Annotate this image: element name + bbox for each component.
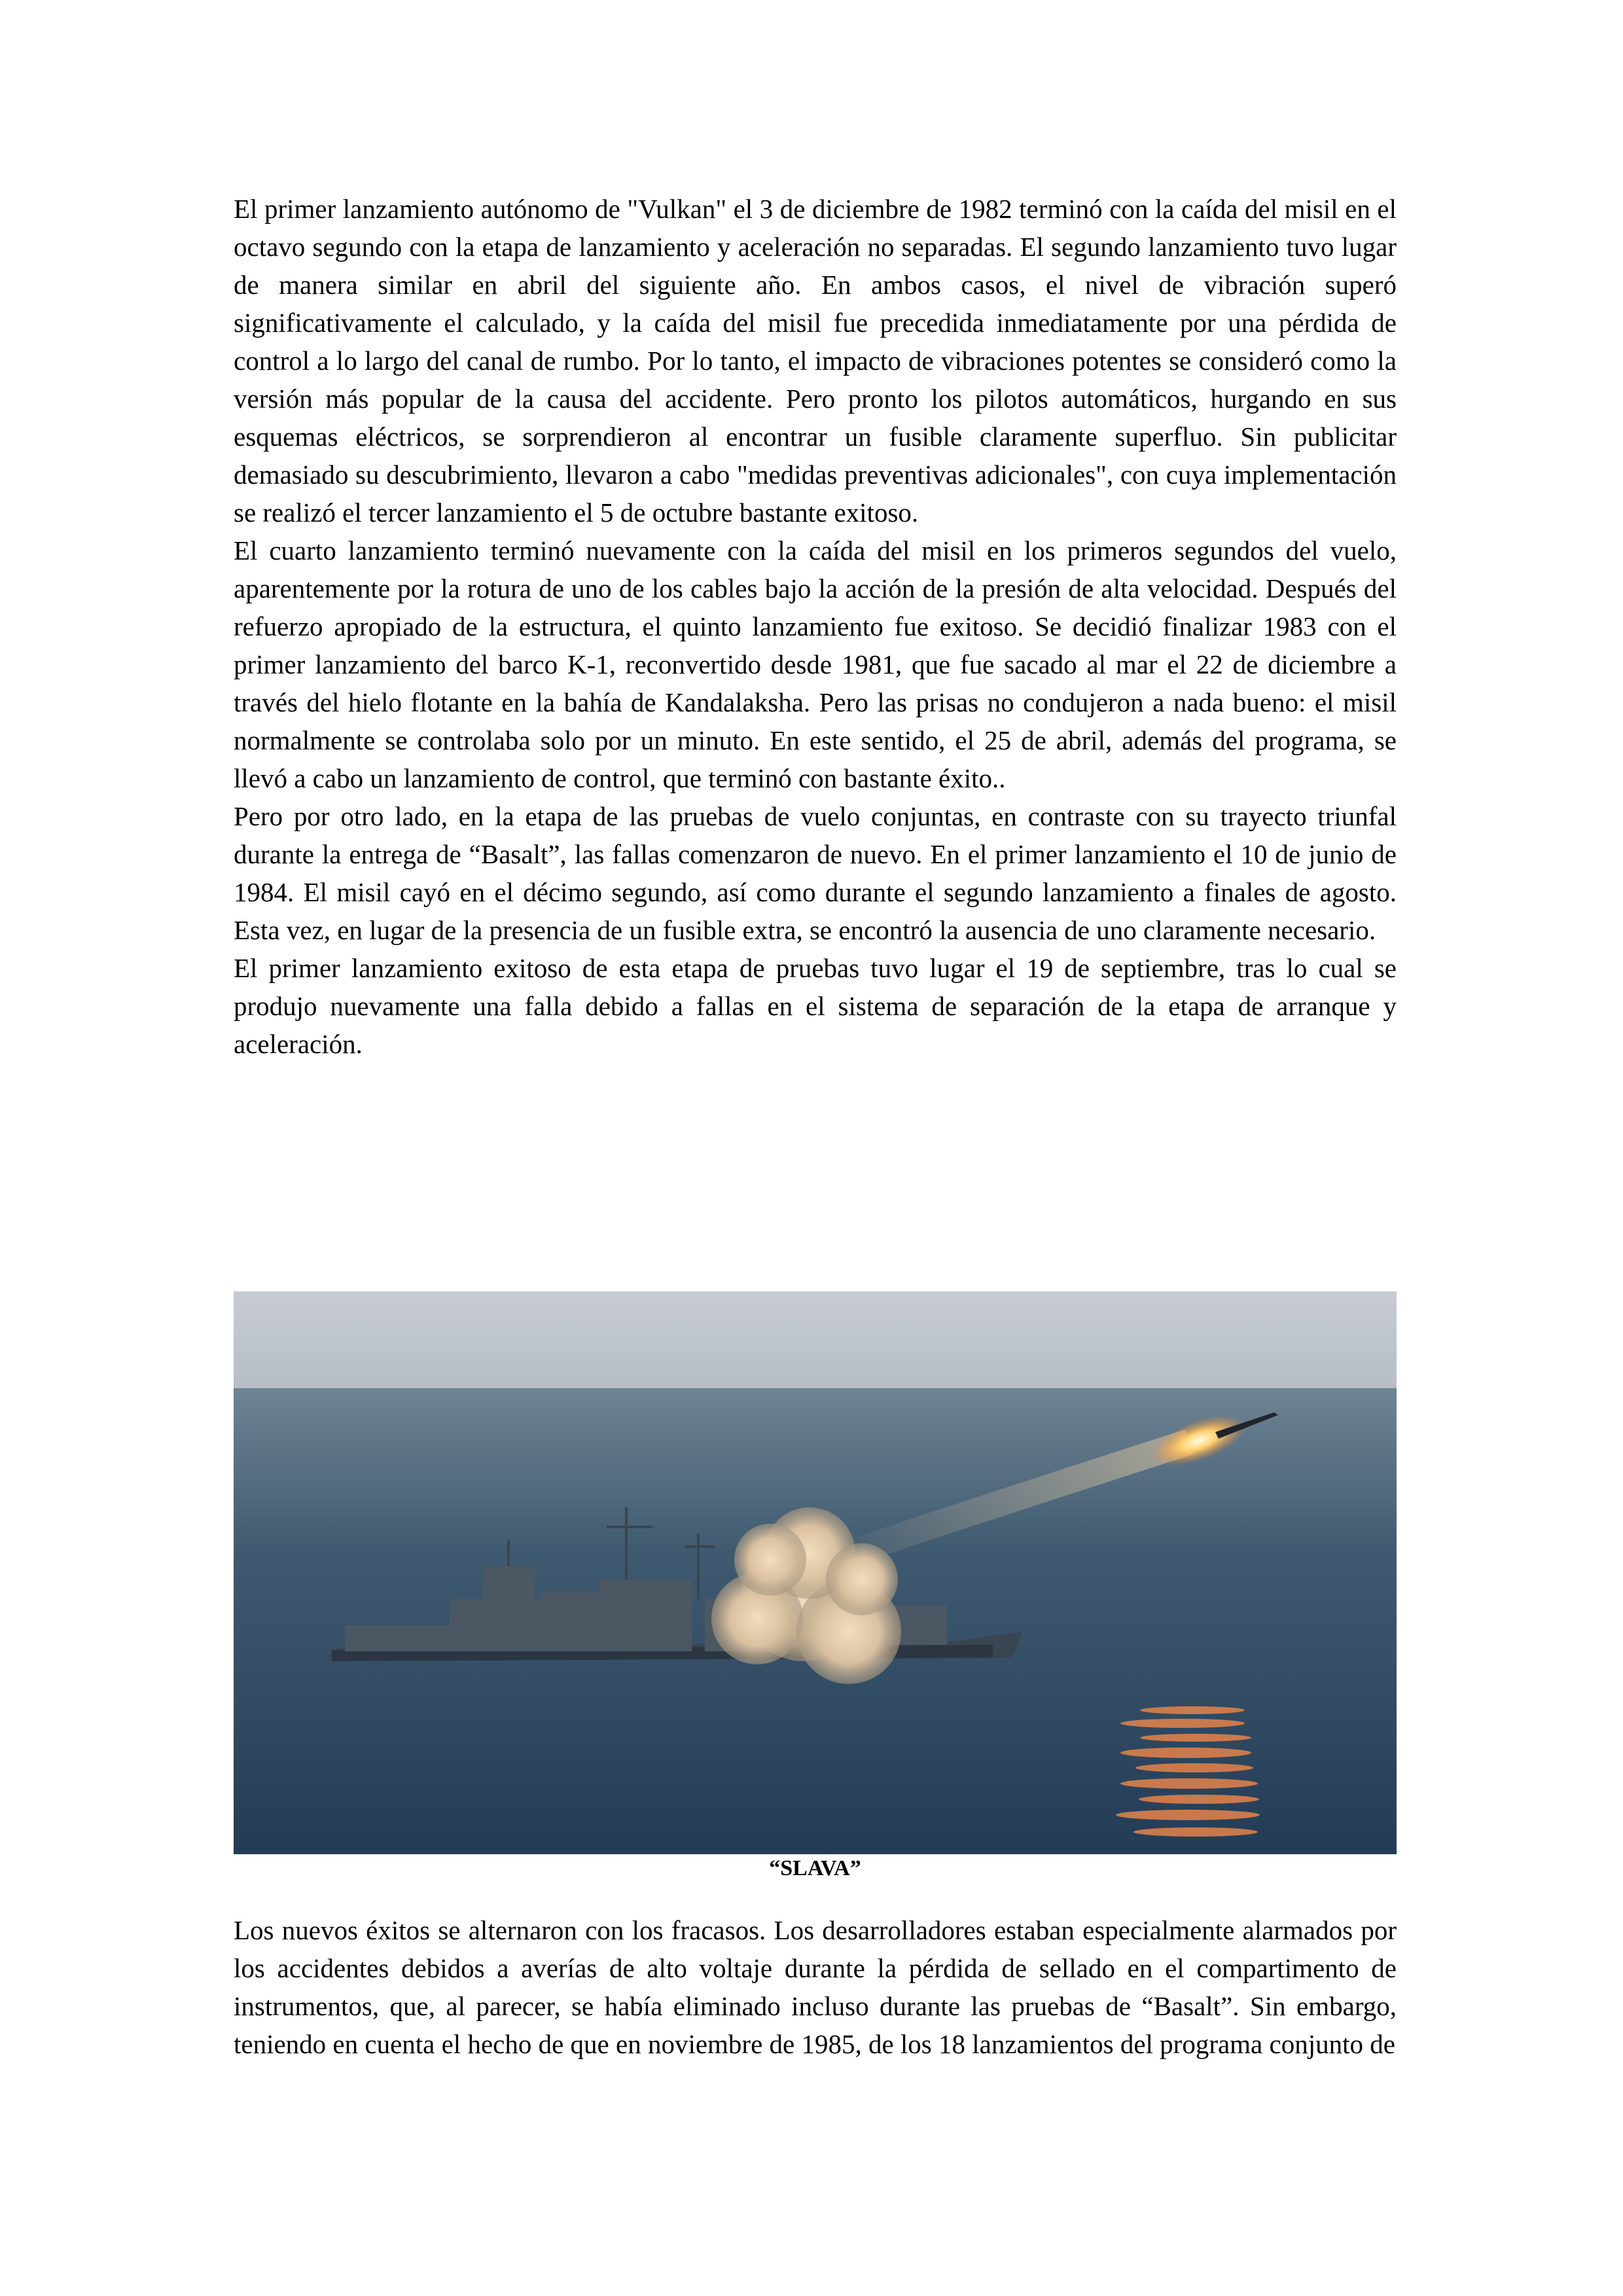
body-text-bottom [234, 1911, 1397, 2063]
paragraph: Los nuevos éxitos se alternaron con los fracasos. Los desarrolladores estaban especialmente alarmados por los accidentes debidos a averías de alto voltaje durante la pérdida de sellado en el compartimento de instrumentos, que, al parecer, se había eliminado incluso durante las pruebas de “Basalt”. Sin embargo, teniendo en cuenta el hecho de que en noviembre de 1985, de los 18 lanzamientos del programa conjunto de [234, 1915, 1397, 2059]
paragraph: El cuarto lanzamiento terminó nuevamente con la caída del misil en los primeros segundos del vuelo, aparentemente por la rotura de uno de los cables bajo la acción de la presión de alta velocidad. Después del refuerzo apropiado de la estructura, el quinto lanzamiento fue exitoso. Se decidió finalizar 1983 con el primer lanzamiento del barco K-1, reconvertido desde 1981, que fue sacado al mar el 22 de diciembre a través del hielo flotante en la bahía de Kandalaksha. Pero las prisas no condujeron a nada bueno: el misil normalmente se controlaba solo por un minuto. En este sentido, el 25 de abril, además del programa, se llevó a cabo un lanzamiento de control, que terminó con bastante éxito.. [234, 535, 1397, 793]
figure-caption: “SLAVA” [769, 1856, 861, 1880]
paragraph: Pero por otro lado, en la etapa de las pruebas de vuelo conjuntas, en contraste con su trayecto triunfal durante la entrega de “Basalt”, las fallas comenzaron de nuevo. En el primer lanzamiento el 10 de junio de 1984. El misil cayó en el décimo segundo, así como durante el segundo lanzamiento a finales de agosto. Esta vez, en lugar de la presencia de un fusible extra, se encontró la ausencia de uno claramente necesario. [234, 801, 1397, 945]
paragraph: El primer lanzamiento exitoso de esta etapa de pruebas tuvo lugar el 19 de septiembre, tras lo cual se produjo nuevamente una falla debido a fallas en el sistema de separación de la etapa de arranque y aceleración. [234, 953, 1397, 1059]
ship-missile-launch-photo [234, 1291, 1397, 1854]
paragraph: El primer lanzamiento autónomo de "Vulkan" el 3 de diciembre de 1982 terminó con la caída del misil en el octavo segundo con la etapa de lanzamiento y aceleración no separadas. El segundo lanzamiento tuvo lugar de manera similar en abril del siguiente año. En ambos casos, el nivel de vibración superó significativamente el calculado, y la caída del misil fue precedida inmediatamente por una pérdida de control a lo largo del canal de rumbo. Por lo tanto, el impacto de vibraciones potentes se consideró como la versión más popular de la causa del accidente. Pero pronto los pilotos automáticos, hurgando en sus esquemas eléctricos, se sorprendieron al encontrar un fusible claramente superfluo. Sin publicitar demasiado su descubrimiento, llevaron a cabo "medidas preventivas adicionales", con cuya implementación se realizó el tercer lanzamiento el 5 de octubre bastante exitoso. [234, 194, 1397, 528]
body-text-top [234, 190, 1397, 1063]
